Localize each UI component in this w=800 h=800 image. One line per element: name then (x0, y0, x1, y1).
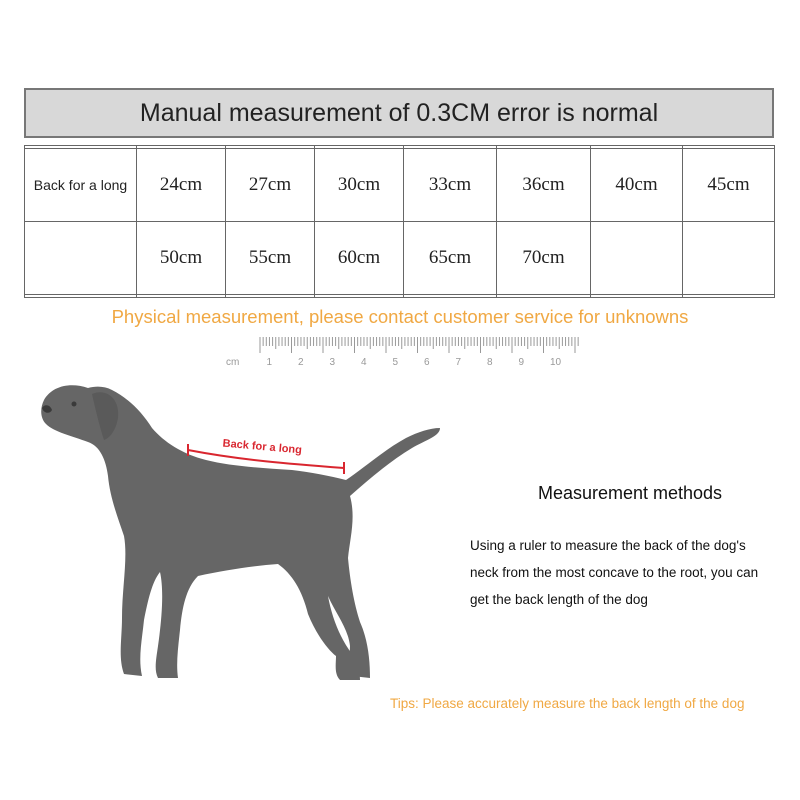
ruler-label: 1 (266, 357, 273, 368)
ruler-label: 9 (518, 357, 525, 368)
table-cell (315, 294, 404, 297)
table-cell (404, 294, 497, 297)
ruler-icon (210, 335, 580, 370)
ruler-label: 5 (392, 357, 399, 368)
table-cell: 24cm (137, 149, 226, 222)
table-row (25, 294, 775, 297)
ruler-label: 8 (487, 357, 493, 368)
table-cell: 36cm (497, 149, 591, 222)
table-cell: 27cm (226, 149, 315, 222)
ruler-unit: cm (226, 357, 240, 368)
table-cell (591, 294, 683, 297)
table-cell: 33cm (404, 149, 497, 222)
measurement-methods-title: Measurement methods (537, 483, 723, 503)
row-label: Back for a long (25, 149, 137, 222)
table-cell (25, 294, 137, 297)
ruler-label: 3 (329, 357, 336, 368)
table-cell: 55cm (226, 221, 315, 294)
table-cell: 60cm (315, 221, 404, 294)
ruler-label: 10 (550, 357, 562, 368)
table-cell (683, 294, 775, 297)
table-cell: 50cm (137, 221, 226, 294)
table-cell (226, 294, 315, 297)
methods-line: get the back length of the dog (470, 592, 648, 607)
table-row (25, 221, 775, 294)
ruler-label: 6 (424, 357, 430, 368)
page-title: Manual measurement of 0.3CM error is normal (24, 88, 774, 138)
table-cell (683, 221, 775, 294)
table-cell (137, 294, 226, 297)
methods-line: neck from the most concave to the root, you can (470, 565, 759, 580)
size-table (24, 145, 775, 298)
table-cell: 65cm (404, 221, 497, 294)
table-cell (497, 294, 591, 297)
table-cell: 45cm (683, 149, 775, 222)
methods-line: Using a ruler to measure the back of the dog's (470, 538, 746, 553)
back-measurement-label: Back for a long (222, 437, 303, 457)
physical-measurement-note: Physical measurement, please contact customer service for unknowns (111, 306, 689, 327)
dog-eye (72, 402, 77, 407)
dog-silhouette-icon (30, 368, 450, 688)
tips-note: Tips: Please accurately measure the back length of the dog (390, 696, 745, 711)
ruler-label: 7 (455, 357, 462, 368)
table-cell: 30cm (315, 149, 404, 222)
table-cell: 70cm (497, 221, 591, 294)
table-cell (25, 221, 137, 294)
measurement-methods-text (470, 532, 790, 613)
ruler-label: 4 (361, 357, 367, 368)
ruler-label: 2 (298, 357, 304, 368)
table-cell (591, 221, 683, 294)
table-row (25, 149, 775, 222)
table-cell: 40cm (591, 149, 683, 222)
